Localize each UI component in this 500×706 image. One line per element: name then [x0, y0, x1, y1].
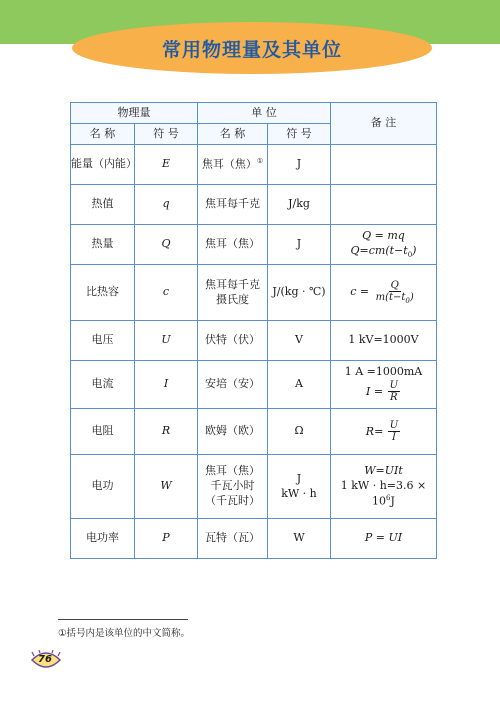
unit-name: 焦耳（焦）①: [198, 145, 268, 185]
remark-cell: [331, 265, 437, 321]
header-unit-symbol: 符 号: [268, 124, 331, 145]
header-quantity-symbol: 符 号: [135, 124, 198, 145]
formula-ohms-law-resistance: R= $\frac{U}{I}$: [365, 419, 399, 443]
quantity-symbol: W: [135, 455, 198, 519]
unit-symbol: J/(kg · ℃): [268, 265, 331, 321]
header-quantity: 物理量: [71, 103, 198, 124]
header-unit: 单 位: [198, 103, 331, 124]
unit-name: 瓦特（瓦）: [198, 519, 268, 559]
formula-heat-fuel: Q = mq: [362, 228, 405, 242]
unit-symbol: J kW · h: [268, 455, 331, 519]
quantity-name: 热值: [71, 185, 135, 225]
quantity-name: 能量（内能）: [71, 145, 135, 185]
quantity-name: 热量: [71, 225, 135, 265]
quantity-symbol: U: [135, 321, 198, 361]
units-table: [70, 102, 437, 559]
header-quantity-name: 名 称: [71, 124, 135, 145]
header-remark: 备 注: [331, 103, 437, 145]
quantity-name: 电阻: [71, 409, 135, 455]
unit-symbol: W: [268, 519, 331, 559]
formula-heat-capacity: $Q=cm(t-t_0)$: [350, 243, 417, 259]
formula-ohms-law-current: I = $\frac{U}{R}$: [366, 379, 398, 404]
quantity-name: 电功率: [71, 519, 135, 559]
formula-specific-heat: c = $\frac{Q}{m(t-t_0)}$: [350, 279, 414, 306]
unit-symbol: J: [268, 145, 331, 185]
table-row: [71, 225, 437, 265]
quantity-name: 电流: [71, 361, 135, 409]
remark-cell: [331, 145, 437, 185]
unit-name: 焦耳（焦）: [198, 225, 268, 265]
page-number: 76: [38, 654, 52, 665]
table-row: [71, 145, 437, 185]
unit-name: 焦耳（焦） 千瓦小时 （千瓦时）: [198, 455, 268, 519]
unit-symbol: V: [268, 321, 331, 361]
unit-symbol: Ω: [268, 409, 331, 455]
table-row: [71, 361, 437, 409]
quantity-symbol: I: [135, 361, 198, 409]
unit-name: 安培（安）: [198, 361, 268, 409]
unit-name: 焦耳每千克: [198, 185, 268, 225]
title-banner: [72, 22, 432, 74]
remark-cell: [331, 409, 437, 455]
unit-name: 伏特（伏）: [198, 321, 268, 361]
quantity-symbol: c: [135, 265, 198, 321]
footnote-divider: [58, 619, 188, 620]
quantity-name: 电功: [71, 455, 135, 519]
formula-kwh-conversion: 1 kW · $h=3.6 \times 10^6J$: [340, 478, 427, 508]
remark-cell: [331, 225, 437, 265]
quantity-symbol: Q: [135, 225, 198, 265]
remark-cell: [331, 519, 437, 559]
quantity-symbol: P: [135, 519, 198, 559]
remark-cell: [331, 185, 437, 225]
footnote-marker: ①: [256, 156, 264, 165]
table-row: [71, 185, 437, 225]
remark-cell: [331, 361, 437, 409]
quantity-name: 比热容: [71, 265, 135, 321]
unit-symbol: A: [268, 361, 331, 409]
table-row: [71, 321, 437, 361]
formula-electric-work: W=UIt: [364, 463, 403, 477]
table-row: [71, 455, 437, 519]
table-row: [71, 265, 437, 321]
footnote: ①括号内是该单位的中文简称。: [58, 628, 191, 639]
page-title: 常用物理量及其单位: [161, 38, 342, 61]
unit-symbol: J/kg: [268, 185, 331, 225]
remark-cell: [331, 455, 437, 519]
quantity-symbol: q: [135, 185, 198, 225]
header-row-1: [71, 103, 437, 124]
unit-symbol: J: [268, 225, 331, 265]
quantity-name: 电压: [71, 321, 135, 361]
formula-current-conversion: 1 A =1000mA: [344, 365, 423, 379]
unit-name: 欧姆（欧）: [198, 409, 268, 455]
formula-power: P = UI: [364, 531, 403, 545]
table-row: [71, 409, 437, 455]
table-row: [71, 519, 437, 559]
quantity-symbol: E: [135, 145, 198, 185]
header-unit-name: 名 称: [198, 124, 268, 145]
remark-cell: 1 kV=1000V: [331, 321, 437, 361]
unit-name: 焦耳每千克 摄氏度: [198, 265, 268, 321]
quantity-symbol: R: [135, 409, 198, 455]
